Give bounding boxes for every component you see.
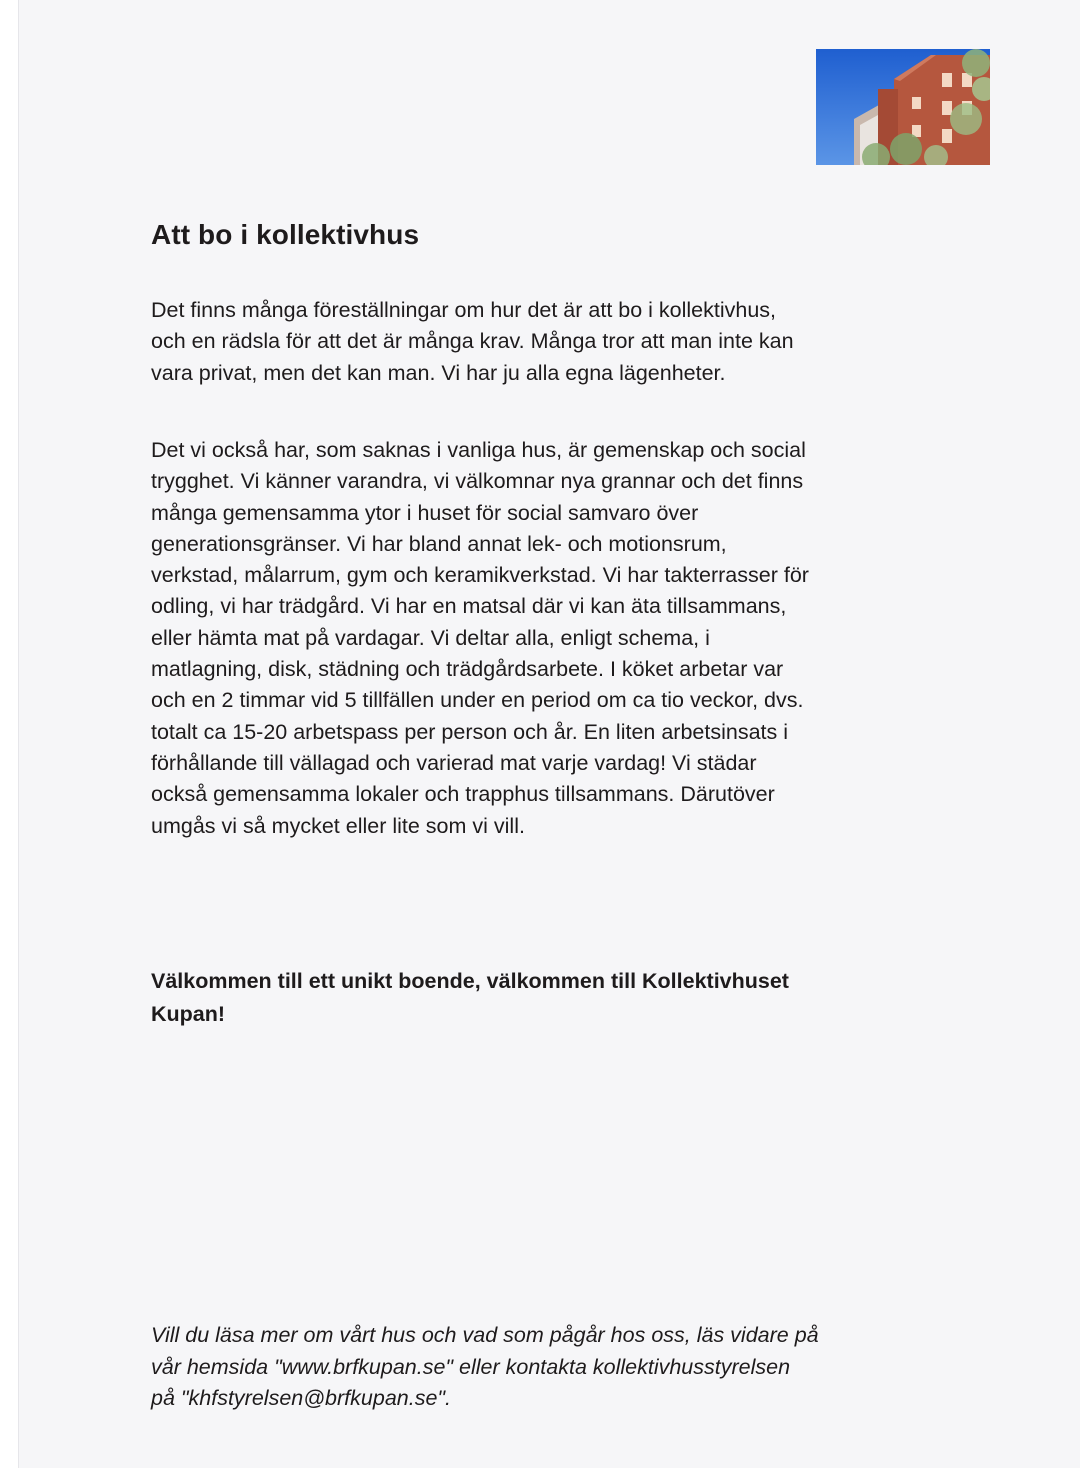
welcome-message: Välkommen till ett unikt boende, välkommen till Kollektivhuset Kupan! <box>151 969 789 1026</box>
document-page <box>18 0 1080 1468</box>
community-paragraph: Det vi också har, som saknas i vanliga hus, är gemenskap och social trygghet. Vi känner varandra, vi välkomnar nya grannar och det finns många gemensamma ytor i huset för social samvaro över generationsgränser. Vi har bland annat lek- och motionsrum, verkstad, målarrum, gym och keramikverkstad. Vi har takterrasser för odling, vi har trädgård. Vi har en matsal där vi kan äta tillsammans, eller hämta mat på vardagar. Vi deltar alla, enligt schema, i matlagning, disk, städning och trädgårdsarbete. I köket arbetar var och en 2 timmar vid 5 tillfällen under en period om ca tio veckor, dvs. totalt ca 15-20 arbetspass per person och år. En liten arbetsinsats i förhållande till vällagad och varierad mat varje vardag! Vi städar också gemensamma lokaler och trapphus tillsammans. Därutöver umgås vi så mycket eller lite som vi vill. <box>151 438 809 838</box>
intro-paragraph: Det finns många föreställningar om hur det är att bo i kollektivhus, och en rädsla för att det är många krav. Många tror att man inte kan vara privat, men det kan man. Vi har ju alla egna lägenheter. <box>151 298 794 385</box>
document-title: Att bo i kollektivhus <box>151 219 420 250</box>
building-illustration <box>816 49 990 165</box>
building-photo <box>816 49 990 165</box>
contact-note: Vill du läsa mer om vårt hus och vad som pågår hos oss, läs vidare på vår hemsida "www.brfkupan.se" eller kontakta kollektivhusstyrelsen på "khfstyrelsen@brfkupan.se". <box>151 1323 819 1410</box>
